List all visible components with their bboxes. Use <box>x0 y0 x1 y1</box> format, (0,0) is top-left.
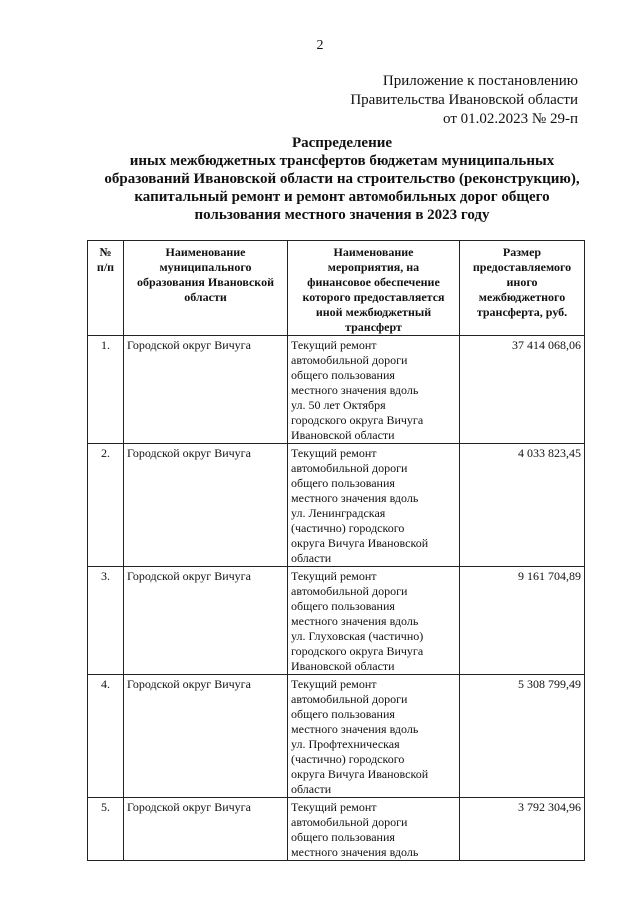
title-line: Распределение <box>291 135 393 151</box>
event-line: ул. Профтехническая <box>291 737 400 751</box>
event-line: местного значения вдоль <box>291 845 419 859</box>
header-text: мероприятия, на <box>327 260 420 274</box>
event-line: Текущий ремонт <box>291 800 377 814</box>
event-line: Текущий ремонт <box>291 338 377 352</box>
header-text: трансферта, руб. <box>476 305 568 319</box>
header-text: финансовое обеспечение <box>307 275 440 289</box>
event-line: общего пользования <box>291 476 395 490</box>
header-text: образования Ивановской <box>137 275 274 289</box>
event-line: (частично) городского <box>291 521 405 535</box>
amount-cell: 3 792 304,96 <box>460 798 585 861</box>
page-number: 2 <box>316 38 324 53</box>
row-number: 5. <box>88 798 124 861</box>
appendix-block <box>350 72 578 129</box>
table-row <box>88 798 585 861</box>
event-line: автомобильной дороги <box>291 461 408 475</box>
event-cell <box>288 675 460 798</box>
municipality-cell: Городской округ Вичуга <box>124 444 288 567</box>
header-text: п/п <box>96 260 115 274</box>
event-line: Ивановской области <box>291 659 395 673</box>
header-text: Размер <box>502 245 542 259</box>
event-line: общего пользования <box>291 707 395 721</box>
title-line: капитальный ремонт и ремонт автомобильных дорог общего <box>134 189 550 205</box>
title-line: образований Ивановской области на строительство (реконструкцию), <box>104 171 580 187</box>
header-text: иного <box>506 275 538 289</box>
municipality-cell: Городской округ Вичуга <box>124 798 288 861</box>
event-line: автомобильной дороги <box>291 353 408 367</box>
event-line: ул. Глуховская (частично) <box>291 629 424 643</box>
appendix-line: от 01.02.2023 № 29-п <box>443 111 578 127</box>
header-event <box>288 241 460 336</box>
appendix-line: Правительства Ивановской области <box>350 92 578 108</box>
amount-cell: 37 414 068,06 <box>460 336 585 444</box>
appendix-line: Приложение к постановлению <box>382 73 578 89</box>
event-line: автомобильной дороги <box>291 692 408 706</box>
event-cell <box>288 567 460 675</box>
event-line: местного значения вдоль <box>291 722 419 736</box>
event-cell <box>288 798 460 861</box>
row-number: 3. <box>88 567 124 675</box>
row-number: 4. <box>88 675 124 798</box>
header-text: муниципального <box>159 260 252 274</box>
header-text: которого предоставляется <box>302 290 445 304</box>
municipality-cell: Городской округ Вичуга <box>124 567 288 675</box>
amount-cell: 5 308 799,49 <box>460 675 585 798</box>
event-line: Текущий ремонт <box>291 677 377 691</box>
row-number: 1. <box>88 336 124 444</box>
header-amount <box>460 241 585 336</box>
municipality-cell: Городской округ Вичуга <box>124 336 288 444</box>
event-line: Ивановской области <box>291 428 395 442</box>
event-line: округа Вичуга Ивановской <box>291 536 429 550</box>
header-text: предоставляемого <box>472 260 572 274</box>
document-title <box>40 134 640 224</box>
header-text: трансферт <box>345 320 402 334</box>
header-num <box>88 241 124 336</box>
table-row <box>88 675 585 798</box>
event-line: общего пользования <box>291 830 395 844</box>
title-line: иных межбюджетных трансфертов бюджетам муниципальных <box>129 153 555 169</box>
event-line: местного значения вдоль <box>291 383 419 397</box>
event-line: автомобильной дороги <box>291 584 408 598</box>
municipality-cell: Городской округ Вичуга <box>124 675 288 798</box>
event-line: местного значения вдоль <box>291 614 419 628</box>
header-municipality <box>124 241 288 336</box>
table-row <box>88 567 585 675</box>
table-row <box>88 336 585 444</box>
event-line: Текущий ремонт <box>291 569 377 583</box>
event-line: общего пользования <box>291 368 395 382</box>
header-text: иной межбюджетный <box>315 305 432 319</box>
event-line: автомобильной дороги <box>291 815 408 829</box>
header-text: межбюджетного <box>478 290 566 304</box>
event-line: ул. Ленинградская <box>291 506 386 520</box>
amount-cell: 4 033 823,45 <box>460 444 585 567</box>
event-line: общего пользования <box>291 599 395 613</box>
event-line: области <box>291 782 332 796</box>
event-cell <box>288 336 460 444</box>
event-line: городского округа Вичуга <box>291 413 424 427</box>
amount-cell: 9 161 704,89 <box>460 567 585 675</box>
table-row <box>88 444 585 567</box>
event-line: ул. 50 лет Октября <box>291 398 386 412</box>
event-line: (частично) городского <box>291 752 405 766</box>
event-line: области <box>291 551 332 565</box>
event-line: городского округа Вичуга <box>291 644 424 658</box>
event-line: местного значения вдоль <box>291 491 419 505</box>
header-text: Наименование <box>333 245 414 259</box>
allocation-table <box>87 240 585 861</box>
event-line: округа Вичуга Ивановской <box>291 767 429 781</box>
header-text: № <box>99 245 112 259</box>
event-line: Текущий ремонт <box>291 446 377 460</box>
header-text: Наименование <box>165 245 246 259</box>
event-cell <box>288 444 460 567</box>
table-header-row <box>88 241 585 336</box>
title-line: пользования местного значения в 2023 году <box>194 207 490 223</box>
header-text: области <box>184 290 227 304</box>
row-number: 2. <box>88 444 124 567</box>
